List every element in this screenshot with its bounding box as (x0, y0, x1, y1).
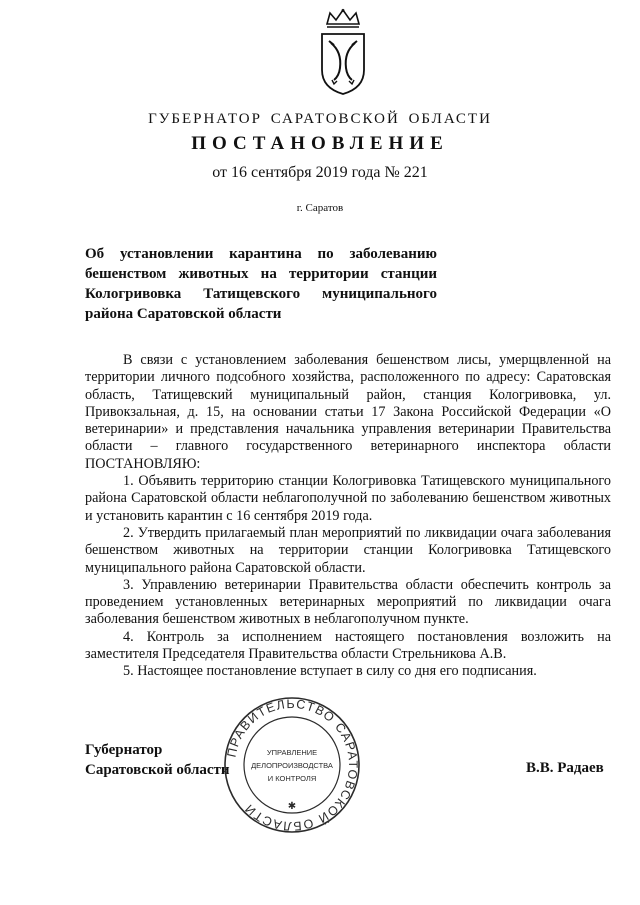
document-date-number: от 16 сентября 2019 года № 221 (212, 164, 428, 181)
signatory-position-line-2: Саратовской области (85, 762, 230, 778)
document-city: г. Саратов (296, 202, 344, 214)
saratov-coat-of-arms-icon (318, 8, 368, 96)
document-body (85, 352, 611, 681)
preamble-paragraph: В связи с установлением заболевания бешенством лисы, умерщвленной на территории личного подсобного хозяйства, расположенного по адресу: Саратовская область, Татищевский муниципальный район, станция Кологривовка, ул. Привокзальная, д. 15, на основании статьи 17 Закона Российской Федерации «О ветеринарии» и представления начальника управления ветеринарии Правительства области – главного государственного ветеринарного инспектора области ПОСТАНОВЛЯЮ: (85, 352, 611, 472)
body-item-1: 1. Объявить территорию станции Кологривовка Татищевского муниципального района Саратовской области неблагополучной по заболеванию бешенством животных и установить карантин с 16 сентября 2019 года. (85, 473, 611, 524)
stamp-star-icon: ✱ (287, 801, 297, 812)
signatory-position-line-1: Губернатор (85, 742, 163, 758)
signatory-name: В.В. Радаев (526, 760, 604, 776)
stamp-inner-line-2: ДЕЛОПРОИЗВОДСТВА (251, 761, 333, 770)
body-item-2: 2. Утвердить прилагаемый план мероприятий по ликвидации очага заболевания бешенством животных на территории станции Кологривовка Татищевского муниципального района Саратовской области. (85, 524, 611, 576)
stamp-inner-line-1: УПРАВЛЕНИЕ (266, 748, 318, 757)
signatory-position (85, 740, 230, 780)
document-title: Об установлении карантина по заболеванию бешенством животных на территории станции Кологривовка Татищевского муниципального района Саратовской области (85, 246, 437, 322)
stamp-outer-text-path: ПРАВИТЕЛЬСТВО САРАТОВСКОЙ ОБЛАСТИ (224, 696, 361, 834)
body-item-5: 5. Настоящее постановление вступает в силу со дня его подписания. (123, 663, 537, 680)
body-item-3: 3. Управлению ветеринарии Правительства области обеспечить контроль за проведением установленных ветеринарных мероприятий по ликвидации очага заболевания бешенством животных в неблагополучном пункте. (85, 576, 611, 628)
official-stamp (222, 695, 362, 835)
stamp-inner-line-3: И КОНТРОЛЯ (267, 774, 317, 783)
body-item-4: 4. Контроль за исполнением настоящего постановления возложить на заместителя Председателя Правительства области Стрельникова А.В. (85, 628, 611, 663)
document-type: ПОСТАНОВЛЕНИЕ (191, 133, 449, 154)
issuing-authority: ГУБЕРНАТОР САРАТОВСКОЙ ОБЛАСТИ (148, 111, 492, 127)
